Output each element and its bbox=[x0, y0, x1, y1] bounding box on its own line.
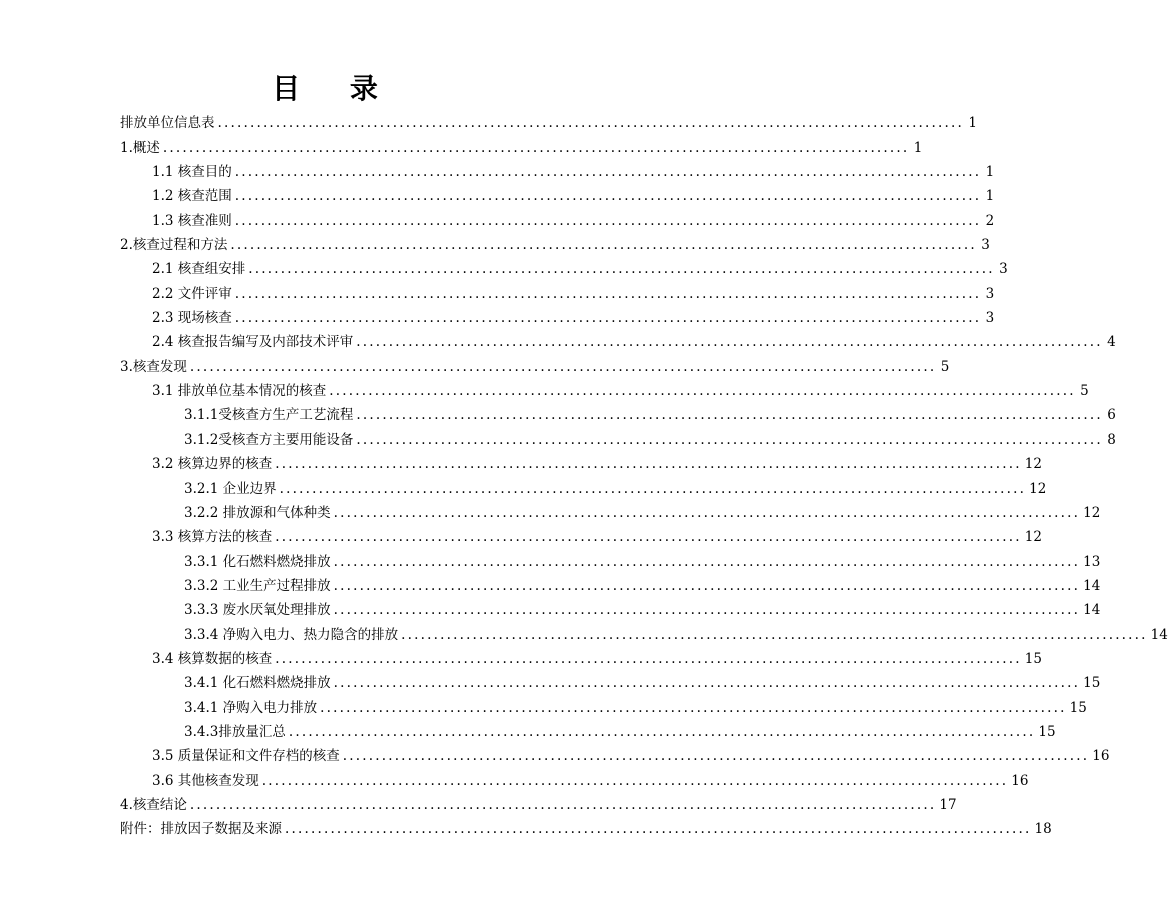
toc-dot-leader: ................................................................................................................... bbox=[356, 334, 1103, 351]
table-of-contents bbox=[120, 108, 1168, 838]
toc-entry-title: 2.核查过程和方法 bbox=[120, 237, 228, 254]
toc-entry-title: 2.1 核查组安排 bbox=[152, 261, 246, 278]
toc-entry-title: 3.3.1 化石燃料燃烧排放 bbox=[184, 553, 331, 570]
toc-entry-page-number: 12 bbox=[1029, 480, 1047, 497]
toc-dot-leader: ................................................................................................................... bbox=[162, 139, 910, 156]
toc-entry-title: 3.3.3 废水厌氧处理排放 bbox=[184, 602, 331, 619]
toc-dot-leader: ................................................................................................................... bbox=[356, 407, 1103, 424]
toc-entry[interactable] bbox=[120, 595, 1101, 619]
toc-entry-title: 3.3.2 工业生产过程排放 bbox=[184, 577, 331, 594]
toc-entry-page-number: 12 bbox=[1024, 529, 1042, 546]
toc-entry-page-number: 15 bbox=[1024, 650, 1042, 667]
toc-dot-leader: ................................................................................................................... bbox=[356, 431, 1103, 448]
toc-entry[interactable] bbox=[120, 619, 1168, 643]
toc-entry[interactable] bbox=[120, 546, 1101, 570]
toc-entry[interactable] bbox=[120, 400, 1116, 424]
toc-dot-leader: ................................................................................................................... bbox=[342, 748, 1090, 765]
toc-entry-page-number: 3 bbox=[985, 285, 995, 302]
toc-dot-leader: ................................................................................................................... bbox=[401, 626, 1148, 643]
toc-dot-leader: ................................................................................................................... bbox=[230, 237, 977, 254]
toc-entry[interactable] bbox=[120, 327, 1116, 351]
toc-dot-leader: ................................................................................................................... bbox=[234, 164, 982, 181]
toc-entry-page-number: 16 bbox=[1092, 748, 1110, 765]
toc-entry[interactable] bbox=[120, 205, 995, 229]
toc-entry[interactable] bbox=[120, 278, 995, 302]
toc-entry-title: 3.2.1 企业边界 bbox=[184, 480, 277, 497]
toc-entry-page-number: 5 bbox=[1080, 383, 1089, 400]
toc-entry-page-number: 1 bbox=[913, 139, 923, 156]
toc-entry[interactable] bbox=[120, 230, 990, 254]
toc-entry[interactable] bbox=[120, 692, 1087, 716]
toc-entry-title: 1.概述 bbox=[120, 139, 160, 156]
toc-entry-title: 3.3 核算方法的核查 bbox=[152, 529, 273, 546]
toc-dot-leader: ................................................................................................................... bbox=[234, 188, 982, 205]
toc-dot-leader: ................................................................................................................... bbox=[189, 796, 937, 813]
toc-entry[interactable] bbox=[120, 522, 1042, 546]
toc-dot-leader: ................................................................................................................... bbox=[288, 723, 1036, 740]
toc-entry[interactable] bbox=[120, 644, 1042, 668]
toc-entry-page-number: 14 bbox=[1083, 577, 1101, 594]
toc-entry-page-number: 8 bbox=[1107, 431, 1116, 448]
toc-dot-leader: ................................................................................................................... bbox=[279, 480, 1027, 497]
toc-entry[interactable] bbox=[120, 449, 1042, 473]
toc-entry-page-number: 15 bbox=[1069, 699, 1087, 716]
toc-dot-leader: ................................................................................................................... bbox=[333, 577, 1081, 594]
toc-dot-leader: ................................................................................................................... bbox=[234, 310, 982, 327]
toc-dot-leader: ................................................................................................................... bbox=[333, 504, 1081, 521]
toc-entry-page-number: 1 bbox=[968, 115, 977, 132]
toc-entry[interactable] bbox=[120, 181, 995, 205]
toc-entry[interactable] bbox=[120, 668, 1101, 692]
toc-entry-title: 2.3 现场核查 bbox=[152, 310, 232, 327]
toc-entry-title: 3.1 排放单位基本情况的核查 bbox=[152, 383, 327, 400]
toc-entry-page-number: 5 bbox=[940, 358, 950, 375]
toc-entry[interactable] bbox=[120, 741, 1110, 765]
toc-entry-title: 2.2 文件评审 bbox=[152, 285, 232, 302]
toc-entry-page-number: 16 bbox=[1011, 772, 1029, 789]
toc-entry-title: 3.4.1 净购入电力排放 bbox=[184, 699, 318, 716]
toc-entry-page-number: 14 bbox=[1083, 602, 1101, 619]
toc-entry-title: 1.2 核查范围 bbox=[152, 188, 232, 205]
toc-entry-title: 附件：排放因子数据及来源 bbox=[120, 821, 282, 838]
toc-entry-page-number: 3 bbox=[981, 237, 990, 254]
toc-entry-page-number: 3 bbox=[985, 310, 995, 327]
toc-entry-title: 3.1.2受核查方主要用能设备 bbox=[184, 431, 354, 448]
toc-entry-title: 3.4.1 化石燃料燃烧排放 bbox=[184, 675, 331, 692]
toc-entry[interactable] bbox=[120, 571, 1101, 595]
toc-entry[interactable] bbox=[120, 108, 977, 132]
page-title: 目 录 bbox=[272, 72, 398, 105]
toc-entry-page-number: 3 bbox=[999, 261, 1008, 278]
toc-entry-title: 3.核查发现 bbox=[120, 358, 187, 375]
toc-dot-leader: ................................................................................................................... bbox=[285, 821, 1032, 838]
toc-entry[interactable] bbox=[120, 717, 1056, 741]
toc-entry-page-number: 15 bbox=[1038, 723, 1056, 740]
toc-entry-title: 4.核查结论 bbox=[120, 796, 187, 813]
toc-dot-leader: ................................................................................................................... bbox=[333, 675, 1081, 692]
toc-entry-page-number: 18 bbox=[1034, 821, 1052, 838]
toc-entry-page-number: 13 bbox=[1083, 553, 1101, 570]
toc-entry-title: 3.4.3排放量汇总 bbox=[184, 723, 286, 740]
toc-dot-leader: ................................................................................................................... bbox=[333, 553, 1081, 570]
toc-entry[interactable] bbox=[120, 376, 1089, 400]
toc-entry[interactable] bbox=[120, 498, 1101, 522]
toc-dot-leader: ................................................................................................................... bbox=[234, 285, 982, 302]
toc-dot-leader: ................................................................................................................... bbox=[261, 772, 1009, 789]
toc-dot-leader: ................................................................................................................... bbox=[217, 115, 964, 132]
toc-dot-leader: ................................................................................................................... bbox=[248, 261, 995, 278]
toc-entry[interactable] bbox=[120, 814, 1052, 838]
toc-dot-leader: ................................................................................................................... bbox=[275, 529, 1022, 546]
toc-entry[interactable] bbox=[120, 254, 1008, 278]
toc-entry[interactable] bbox=[120, 765, 1029, 789]
toc-entry-title: 2.4 核查报告编写及内部技术评审 bbox=[152, 334, 354, 351]
toc-entry-title: 3.3.4 净购入电力、热力隐含的排放 bbox=[184, 626, 399, 643]
toc-entry-page-number: 4 bbox=[1107, 334, 1116, 351]
toc-entry-title: 3.2.2 排放源和气体种类 bbox=[184, 504, 331, 521]
toc-entry-page-number: 14 bbox=[1150, 626, 1168, 643]
toc-dot-leader: ................................................................................................................... bbox=[275, 650, 1022, 667]
toc-entry-title: 3.6 其他核查发现 bbox=[152, 772, 259, 789]
toc-entry[interactable] bbox=[120, 303, 995, 327]
toc-entry-page-number: 2 bbox=[985, 212, 995, 229]
toc-dot-leader: ................................................................................................................... bbox=[234, 212, 982, 229]
toc-entry-title: 1.1 核查目的 bbox=[152, 164, 232, 181]
toc-entry-page-number: 6 bbox=[1107, 407, 1116, 424]
toc-dot-leader: ................................................................................................................... bbox=[189, 358, 937, 375]
toc-entry-page-number: 17 bbox=[939, 796, 957, 813]
toc-dot-leader: ................................................................................................................... bbox=[275, 456, 1022, 473]
toc-entry[interactable] bbox=[120, 424, 1116, 448]
toc-entry-title: 排放单位信息表 bbox=[120, 115, 215, 132]
toc-entry[interactable] bbox=[120, 351, 950, 375]
toc-entry-page-number: 15 bbox=[1083, 675, 1101, 692]
toc-entry[interactable] bbox=[120, 473, 1047, 497]
toc-dot-leader: ................................................................................................................... bbox=[320, 699, 1067, 716]
toc-entry-title: 3.1.1受核查方生产工艺流程 bbox=[184, 407, 354, 424]
toc-entry[interactable] bbox=[120, 790, 957, 814]
toc-entry-title: 3.4 核算数据的核查 bbox=[152, 650, 273, 667]
toc-entry[interactable] bbox=[120, 157, 995, 181]
toc-entry-title: 1.3 核查准则 bbox=[152, 212, 232, 229]
toc-entry-title: 3.5 质量保证和文件存档的核查 bbox=[152, 748, 340, 765]
toc-entry-page-number: 1 bbox=[985, 164, 995, 181]
toc-entry-title: 3.2 核算边界的核查 bbox=[152, 456, 273, 473]
toc-entry-page-number: 12 bbox=[1024, 456, 1042, 473]
toc-entry-page-number: 12 bbox=[1083, 504, 1101, 521]
toc-entry-page-number: 1 bbox=[985, 188, 995, 205]
toc-dot-leader: ................................................................................................................... bbox=[329, 383, 1076, 400]
toc-entry[interactable] bbox=[120, 132, 923, 156]
toc-dot-leader: ................................................................................................................... bbox=[333, 602, 1081, 619]
